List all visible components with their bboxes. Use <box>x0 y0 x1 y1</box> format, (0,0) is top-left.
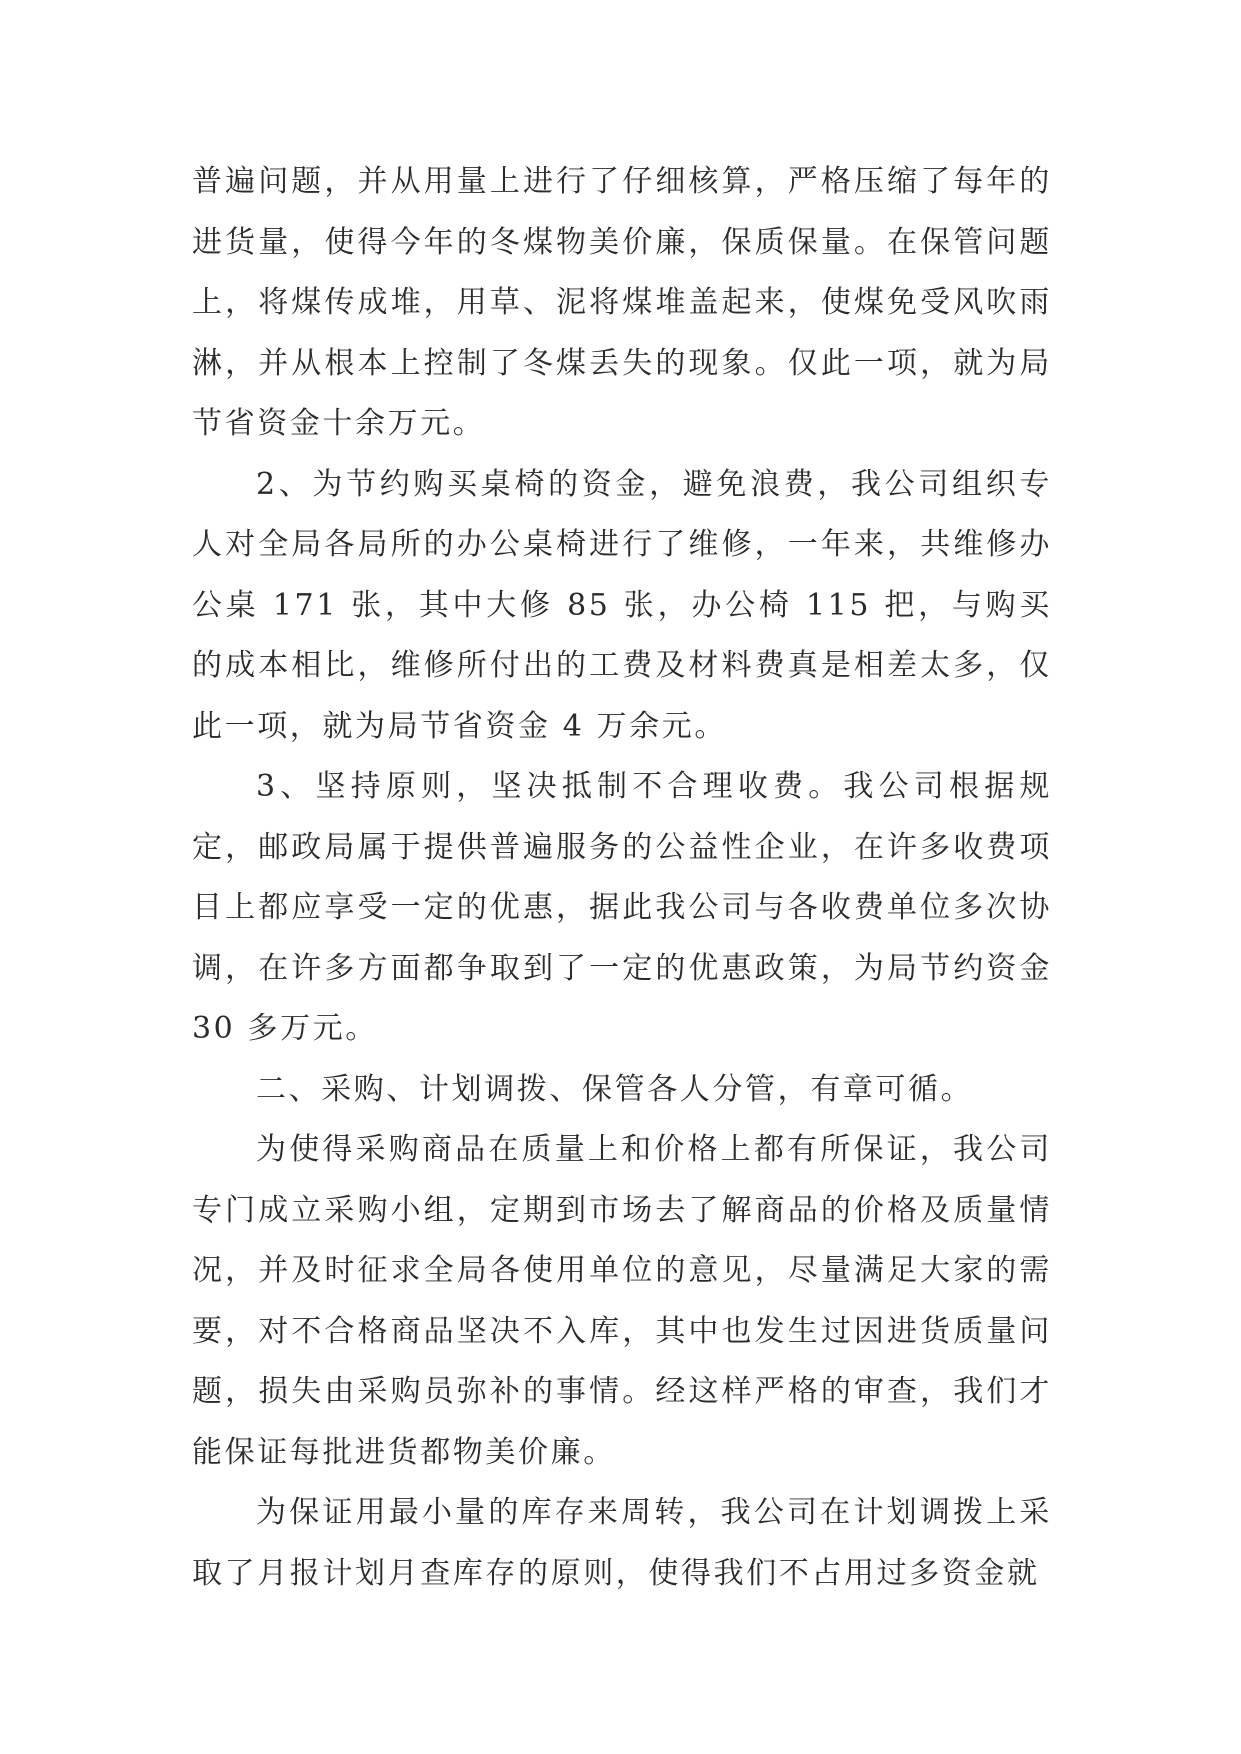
paragraph-2: 2、为节约购买桌椅的资金，避免浪费，我公司组织专人对全局各局所的办公桌椅进行了维修，一年来，共维修办公桌 171 张，其中大修 85 张，办公椅 115 把，与购买的成本相比，维修所付出的工费及材料费真是相差太多，仅此一项，就为局节省资金 4 万余元。 <box>192 466 1052 744</box>
paragraph-5: 为保证用最小量的库存来周转，我公司在计划调拨上采取了月报计划月查库存的原则，使得我们不占用过多资金就 <box>192 1495 1052 1591</box>
paragraph-3: 3、坚持原则，坚决抵制不合理收费。我公司根据规定，邮政局属于提供普遍服务的公益性企业，在许多收费项目上都应享受一定的优惠，据此我公司与各收费单位多次协调，在许多方面都争取到了一定的优惠政策，为局节约资金 30 多万元。 <box>192 769 1052 1046</box>
document-body <box>192 152 1052 1604</box>
paragraph-4: 为使得采购商品在质量上和价格上都有所保证，我公司专门成立采购小组，定期到市场去了解商品的价格及质量情况，并及时征求全局各使用单位的意见，尽量满足大家的需要，对不合格商品坚决不入库，其中也发生过因进货质量问题，损失由采购员弥补的事情。经这样严格的审查，我们才能保证每批进货都物美价廉。 <box>192 1132 1052 1470</box>
paragraph-1: 普遍问题，并从用量上进行了仔细核算，严格压缩了每年的进货量，使得今年的冬煤物美价廉，保质保量。在保管问题上，将煤传成堆，用草、泥将煤堆盖起来，使煤免受风吹雨淋，并从根本上控制了冬煤丢失的现象。仅此一项，就为局节省资金十余万元。 <box>192 164 1052 441</box>
section-heading: 二、采购、计划调拨、保管各人分管，有章可循。 <box>256 1071 974 1107</box>
